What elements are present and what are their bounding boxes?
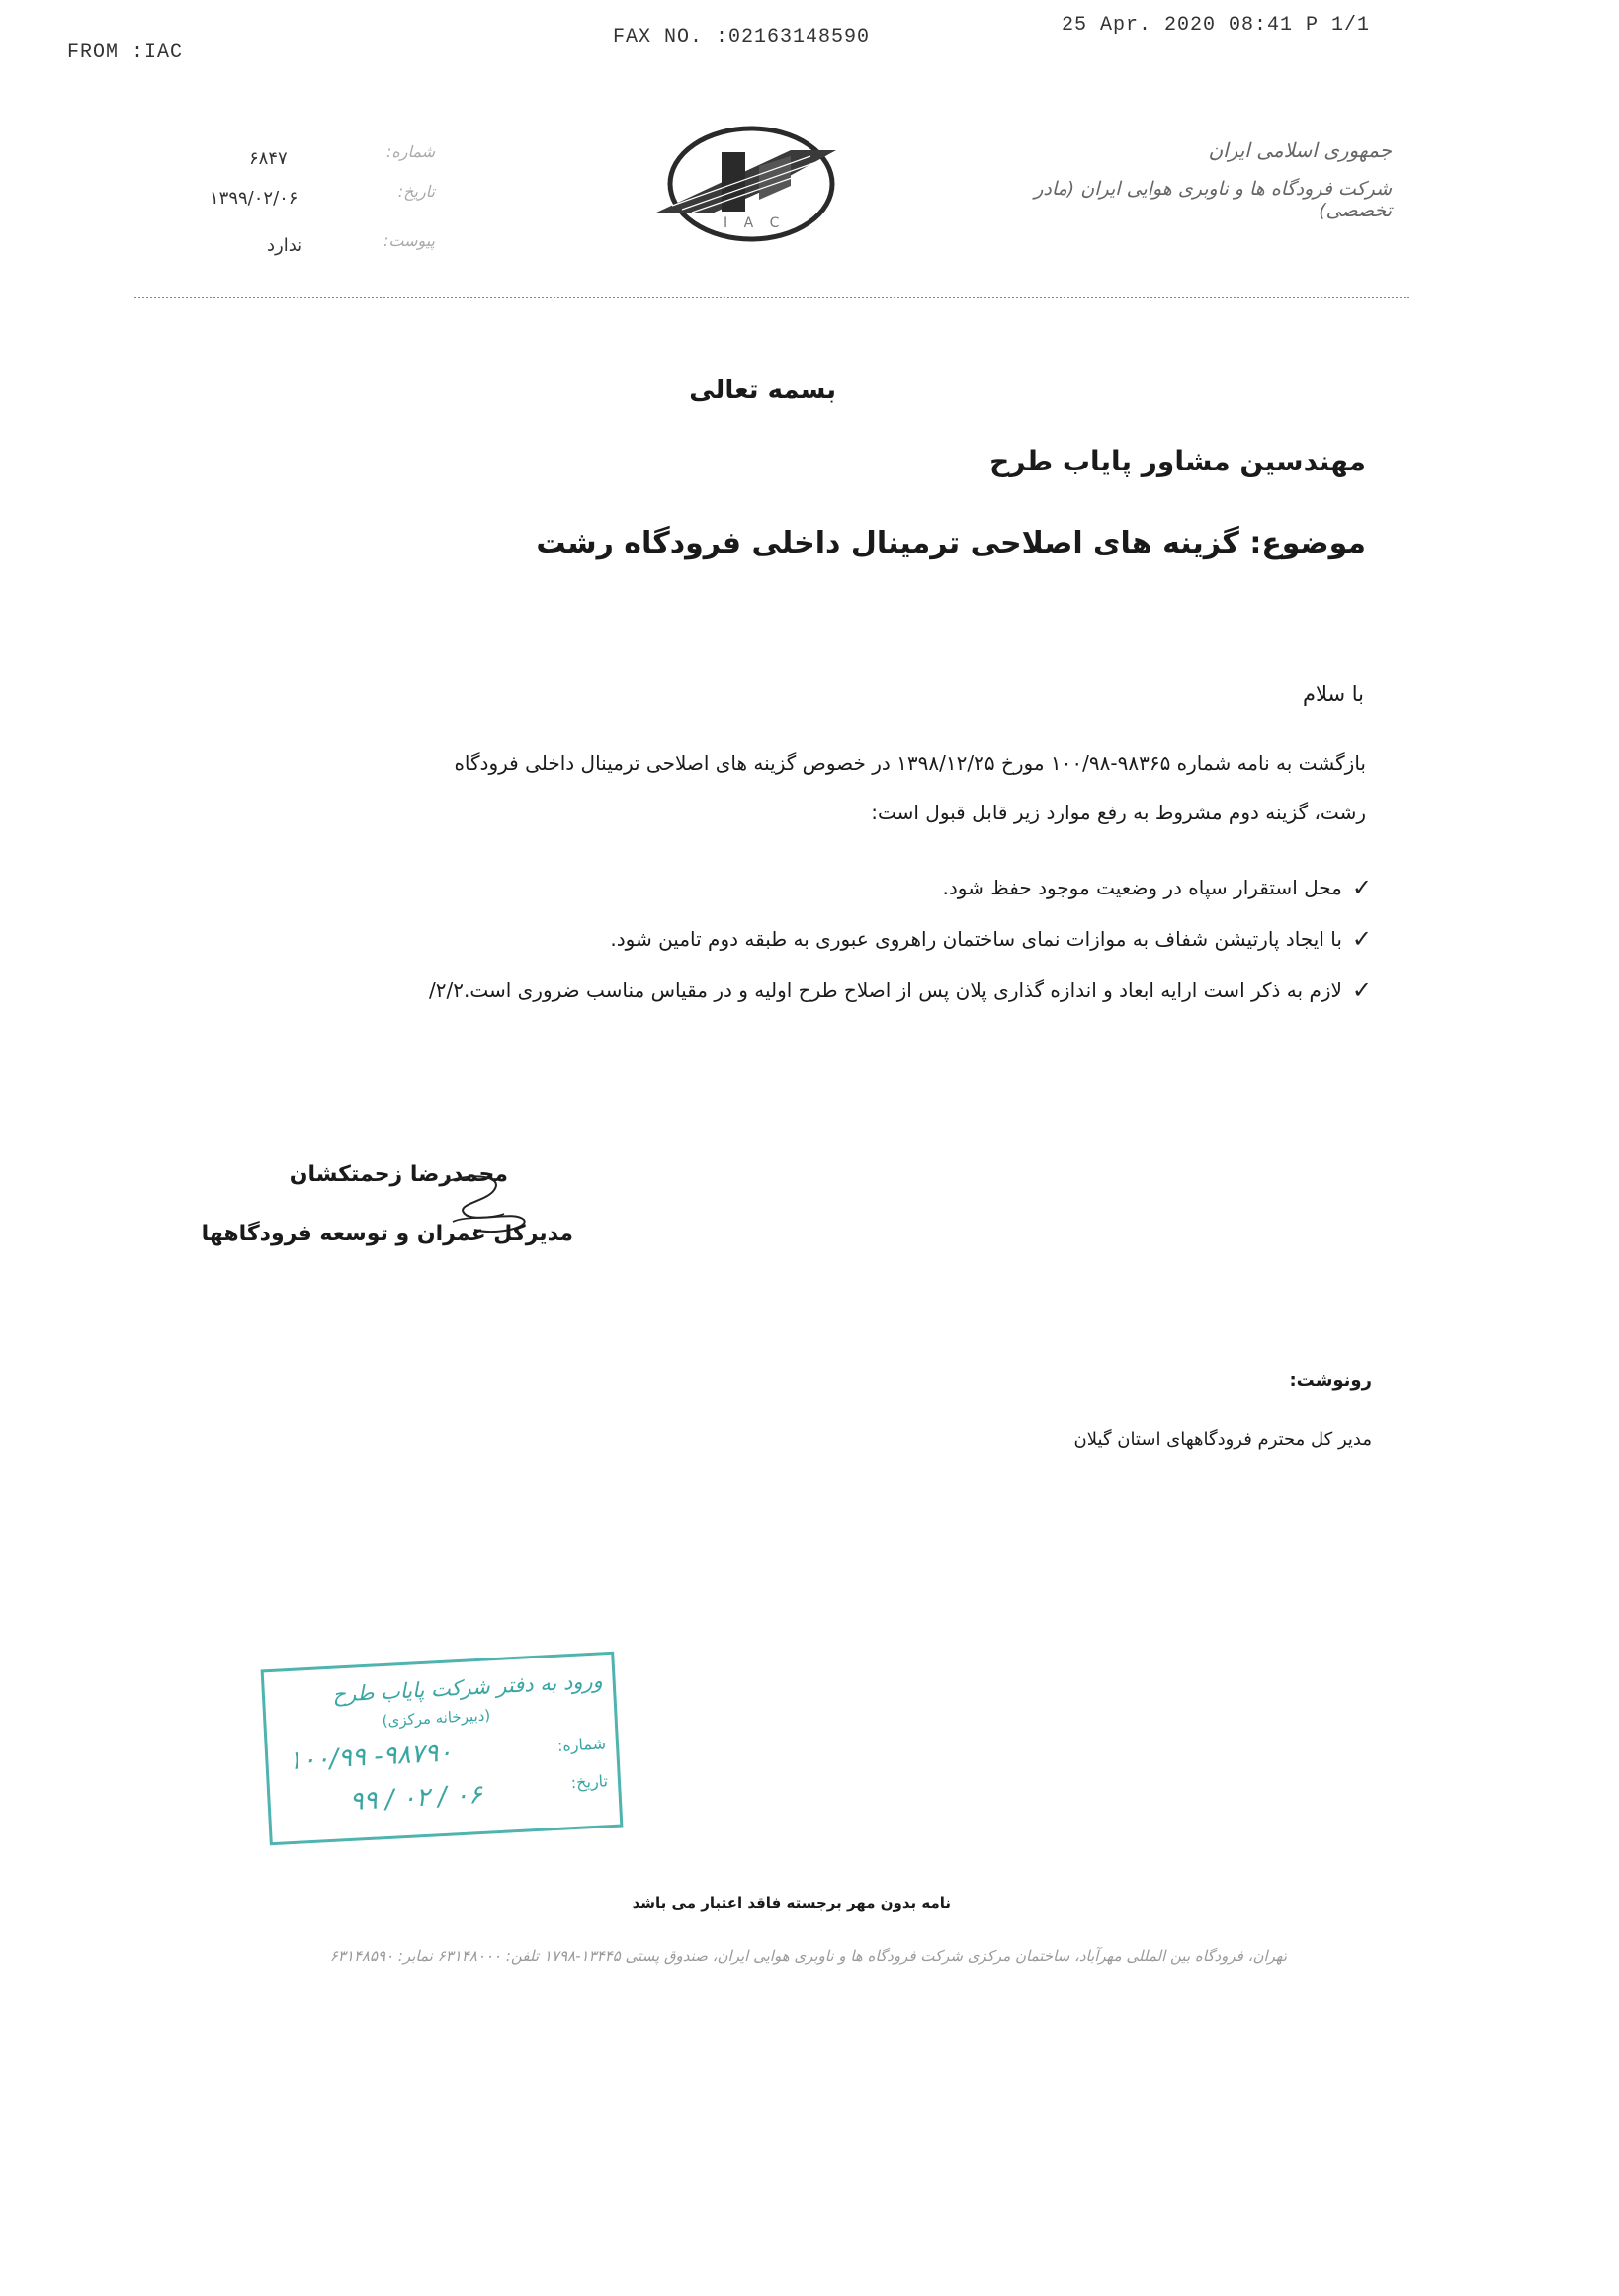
letter-number: ۶۸۴۷ <box>249 148 288 169</box>
stamp-date: ۹۹ / ۰۲ / ۰۶ <box>348 1779 483 1817</box>
check-icon: ✓ <box>1351 925 1372 953</box>
stamp-number-label: شماره: <box>556 1734 607 1755</box>
conditions-list <box>156 862 1372 1016</box>
list-item <box>156 862 1372 913</box>
bullet-text: لازم به ذکر است ارایه ابعاد و اندازه گذاری پلان پس از اصلاح طرح اولیه و در مقیاس مناسب ضروری است.۲/۲/ <box>429 978 1342 1002</box>
stamp-number: ۱۰۰/۹۹ -۹۸۷۹۰ <box>287 1738 454 1777</box>
fax-datetime: 25 Apr. 2020 08:41 P 1/1 <box>1062 14 1371 37</box>
signer-title: مدیرکل عمران و توسعه فرودگاهها <box>201 1222 573 1246</box>
number-label: شماره: <box>385 142 435 161</box>
bullet-text: محل استقرار سپاه در وضعیت موجود حفظ شود. <box>942 876 1342 899</box>
date-label: تاریخ: <box>397 182 435 201</box>
stamp-date-label: تاریخ: <box>570 1771 609 1793</box>
bismillah: بسمه تعالی <box>689 376 836 405</box>
letter-date: ۱۳۹۹/۰۲/۰۶ <box>210 188 298 209</box>
org-line-1: جمهوری اسلامی ایران <box>1208 138 1392 162</box>
check-icon: ✓ <box>1351 977 1372 1004</box>
stamp-subtitle: (دبیرخانه مرکزی) <box>382 1706 491 1731</box>
body-line-1: بازگشت به نامه شماره ۹۸۳۶۵-۱۰۰/۹۸ مورخ ۱۳۹۸/۱۲/۲۵ در خصوص گزینه های اصلاحی ترمینال داخلی فرودگاه <box>454 751 1366 775</box>
recipient: مهندسین مشاور پایاب طرح <box>989 445 1366 477</box>
received-stamp <box>261 1652 624 1845</box>
logo-text: I A C <box>724 215 786 231</box>
stamp-title: ورود به دفتر شرکت پایاب طرح <box>331 1668 604 1707</box>
fax-number: FAX NO. :02163148590 <box>613 26 871 48</box>
validity-note: نامه بدون مهر برجسته فاقد اعتبار می باشد <box>632 1894 951 1912</box>
greeting: با سلام <box>1302 682 1364 706</box>
fax-from: FROM :IAC <box>67 42 184 64</box>
header-separator <box>134 297 1409 298</box>
check-icon: ✓ <box>1351 874 1372 901</box>
cc-recipient: مدیر کل محترم فرودگاههای استان گیلان <box>1073 1429 1372 1450</box>
bullet-text: با ایجاد پارتیشن شفاف به موازات نمای ساختمان راهروی عبوری به طبقه دوم تامین شود. <box>610 927 1342 951</box>
org-line-2: شرکت فرودگاه ها و ناوبری هوایی ایران (مادر تخصصی) <box>1034 178 1392 221</box>
signer-name: محمدرضا زحمتکشان <box>289 1162 508 1187</box>
list-item <box>156 913 1372 965</box>
cc-label: رونوشت: <box>1289 1370 1372 1391</box>
attachment-label: پیوست: <box>383 231 435 250</box>
iac-logo <box>642 117 840 245</box>
subject: موضوع: گزینه های اصلاحی ترمینال داخلی فرودگاه رشت <box>536 526 1366 560</box>
list-item <box>156 965 1372 1016</box>
attachment-value: ندارد <box>267 235 303 256</box>
body-line-2: رشت، گزینه دوم مشروط به رفع موارد زیر قابل قبول است: <box>871 801 1366 824</box>
footer-address: تهران، فرودگاه بین المللی مهرآباد، ساختمان مرکزی شرکت فرودگاه ها و ناوبری هوایی ایران، صندوق پستی ۱۳۴۴۵-۱۷۹۸ تلفن: ۶۳۱۴۸۰۰۰ نمابر: ۶۳۱۴۸۵۹۰ <box>329 1947 1287 1965</box>
